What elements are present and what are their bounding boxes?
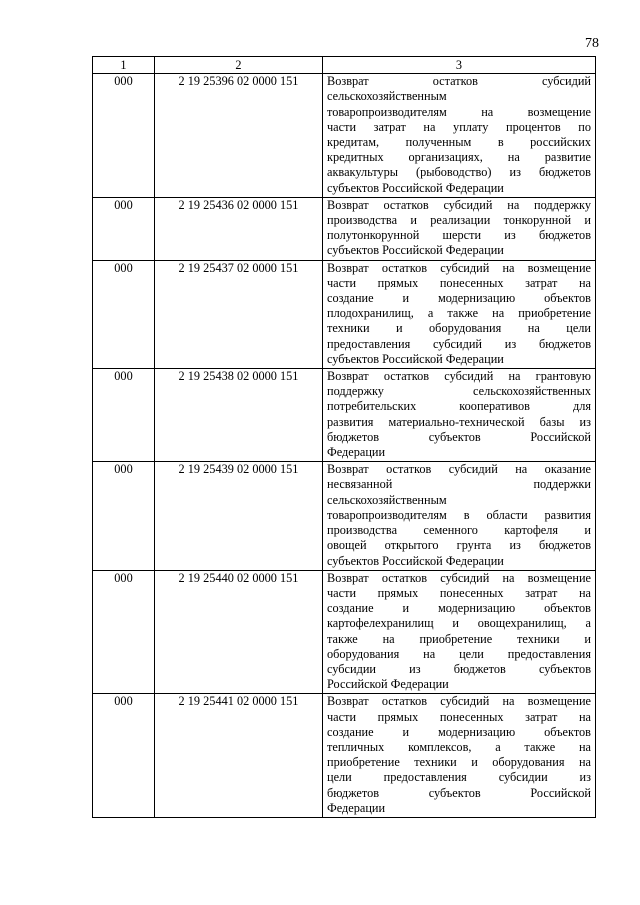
admin-code-cell: 000 (93, 462, 155, 570)
description-line: развития материально-технической базы из (327, 414, 591, 429)
admin-code-cell: 000 (93, 570, 155, 694)
table-row (93, 74, 596, 198)
description-line: Возврат остатков субсидий на возмещение (327, 570, 591, 585)
budget-code-cell: 2 19 25441 02 0000 151 (155, 694, 323, 818)
description-line: плодохранилищ, а также на приобретение (327, 306, 591, 321)
description-line: приобретение техники и оборудования на (327, 755, 591, 770)
description-line: создание и модернизацию объектов (327, 601, 591, 616)
description-cell (323, 197, 596, 260)
budget-code-cell: 2 19 25437 02 0000 151 (155, 260, 323, 368)
table-header-row (93, 57, 596, 74)
description-line: сельскохозяйственным (327, 492, 447, 507)
description-line: части затрат на уплату процентов по (327, 119, 591, 134)
description-line: овощей открытого грунта из бюджетов (327, 538, 591, 553)
column-header-1: 1 (93, 57, 155, 74)
page-number: 78 (585, 36, 599, 51)
budget-code-cell: 2 19 25396 02 0000 151 (155, 74, 323, 198)
description-line: субъектов Российской Федерации (327, 351, 504, 366)
table-row (93, 462, 596, 570)
description-line: бюджетов субъектов Российской (327, 785, 591, 800)
description-line: кредитам, полученным в российских (327, 135, 591, 150)
description-cell (323, 260, 596, 368)
description-cell (323, 570, 596, 694)
table-row (93, 369, 596, 462)
description-cell (323, 462, 596, 570)
description-line: товаропроизводителям в области развития (327, 507, 591, 522)
admin-code-cell: 000 (93, 74, 155, 198)
description-line: цели предоставления субсидии из (327, 770, 591, 785)
description-line: Федерации (327, 445, 386, 460)
description-line: полутонкорунной шерсти из бюджетов (327, 228, 591, 243)
description-line: Возврат остатков субсидий на возмещение (327, 260, 591, 275)
description-line: Возврат остатков субсидий на поддержку (327, 197, 591, 212)
description-line: производства семенного картофеля и (327, 523, 591, 538)
description-line: тепличных комплексов, а также на (327, 739, 591, 754)
description-line: Федерации (327, 800, 386, 815)
description-line: субъектов Российской Федерации (327, 180, 504, 195)
description-cell (323, 74, 596, 198)
description-line: несвязанной поддержки (327, 477, 591, 492)
column-header-3: 3 (323, 57, 596, 74)
description-line: создание и модернизацию объектов (327, 291, 591, 306)
description-line: поддержку сельскохозяйственных (327, 384, 591, 399)
table-row (93, 570, 596, 694)
admin-code-cell: 000 (93, 260, 155, 368)
description-line: части прямых понесенных затрат на (327, 585, 591, 600)
description-line: создание и модернизацию объектов (327, 724, 591, 739)
description-line: кредитных организациях, на развитие (327, 150, 591, 165)
description-line: Возврат остатков субсидий (327, 74, 591, 89)
description-cell (323, 369, 596, 462)
description-line: товаропроизводителям на возмещение (327, 104, 591, 119)
budget-code-cell: 2 19 25439 02 0000 151 (155, 462, 323, 570)
description-line: субъектов Российской Федерации (327, 553, 504, 568)
description-line: Возврат остатков субсидий на возмещение (327, 694, 591, 709)
admin-code-cell: 000 (93, 694, 155, 818)
description-line: Возврат остатков субсидий на оказание (327, 462, 591, 477)
description-line: части прямых понесенных затрат на (327, 709, 591, 724)
budget-code-cell: 2 19 25438 02 0000 151 (155, 369, 323, 462)
description-line: сельскохозяйственным (327, 89, 447, 104)
description-line: части прямых понесенных затрат на (327, 275, 591, 290)
admin-code-cell: 000 (93, 197, 155, 260)
admin-code-cell: 000 (93, 369, 155, 462)
description-line: также на приобретение техники и (327, 631, 591, 646)
column-header-2: 2 (155, 57, 323, 74)
budget-code-cell: 2 19 25440 02 0000 151 (155, 570, 323, 694)
description-line: аквакультуры (рыбоводство) из бюджетов (327, 165, 591, 180)
table-row (93, 260, 596, 368)
description-line: картофелехранилищ и овощехранилищ, а (327, 616, 591, 631)
table-body (93, 57, 596, 818)
description-line: Российской Федерации (327, 677, 449, 692)
description-line: субъектов Российской Федерации (327, 243, 504, 258)
description-line: потребительских кооперативов для (327, 399, 591, 414)
description-line: Возврат остатков субсидий на грантовую (327, 369, 591, 384)
description-line: производства и реализации тонкорунной и (327, 213, 591, 228)
budget-code-cell: 2 19 25436 02 0000 151 (155, 197, 323, 260)
description-line: оборудования на цели предоставления (327, 646, 591, 661)
description-cell (323, 694, 596, 818)
subsidy-codes-table (92, 56, 596, 818)
table-row (93, 694, 596, 818)
description-line: техники и оборудования на цели (327, 321, 591, 336)
description-line: бюджетов субъектов Российской (327, 429, 591, 444)
table-row (93, 197, 596, 260)
description-line: субсидии из бюджетов субъектов (327, 661, 591, 676)
description-line: предоставления субсидий из бюджетов (327, 336, 591, 351)
